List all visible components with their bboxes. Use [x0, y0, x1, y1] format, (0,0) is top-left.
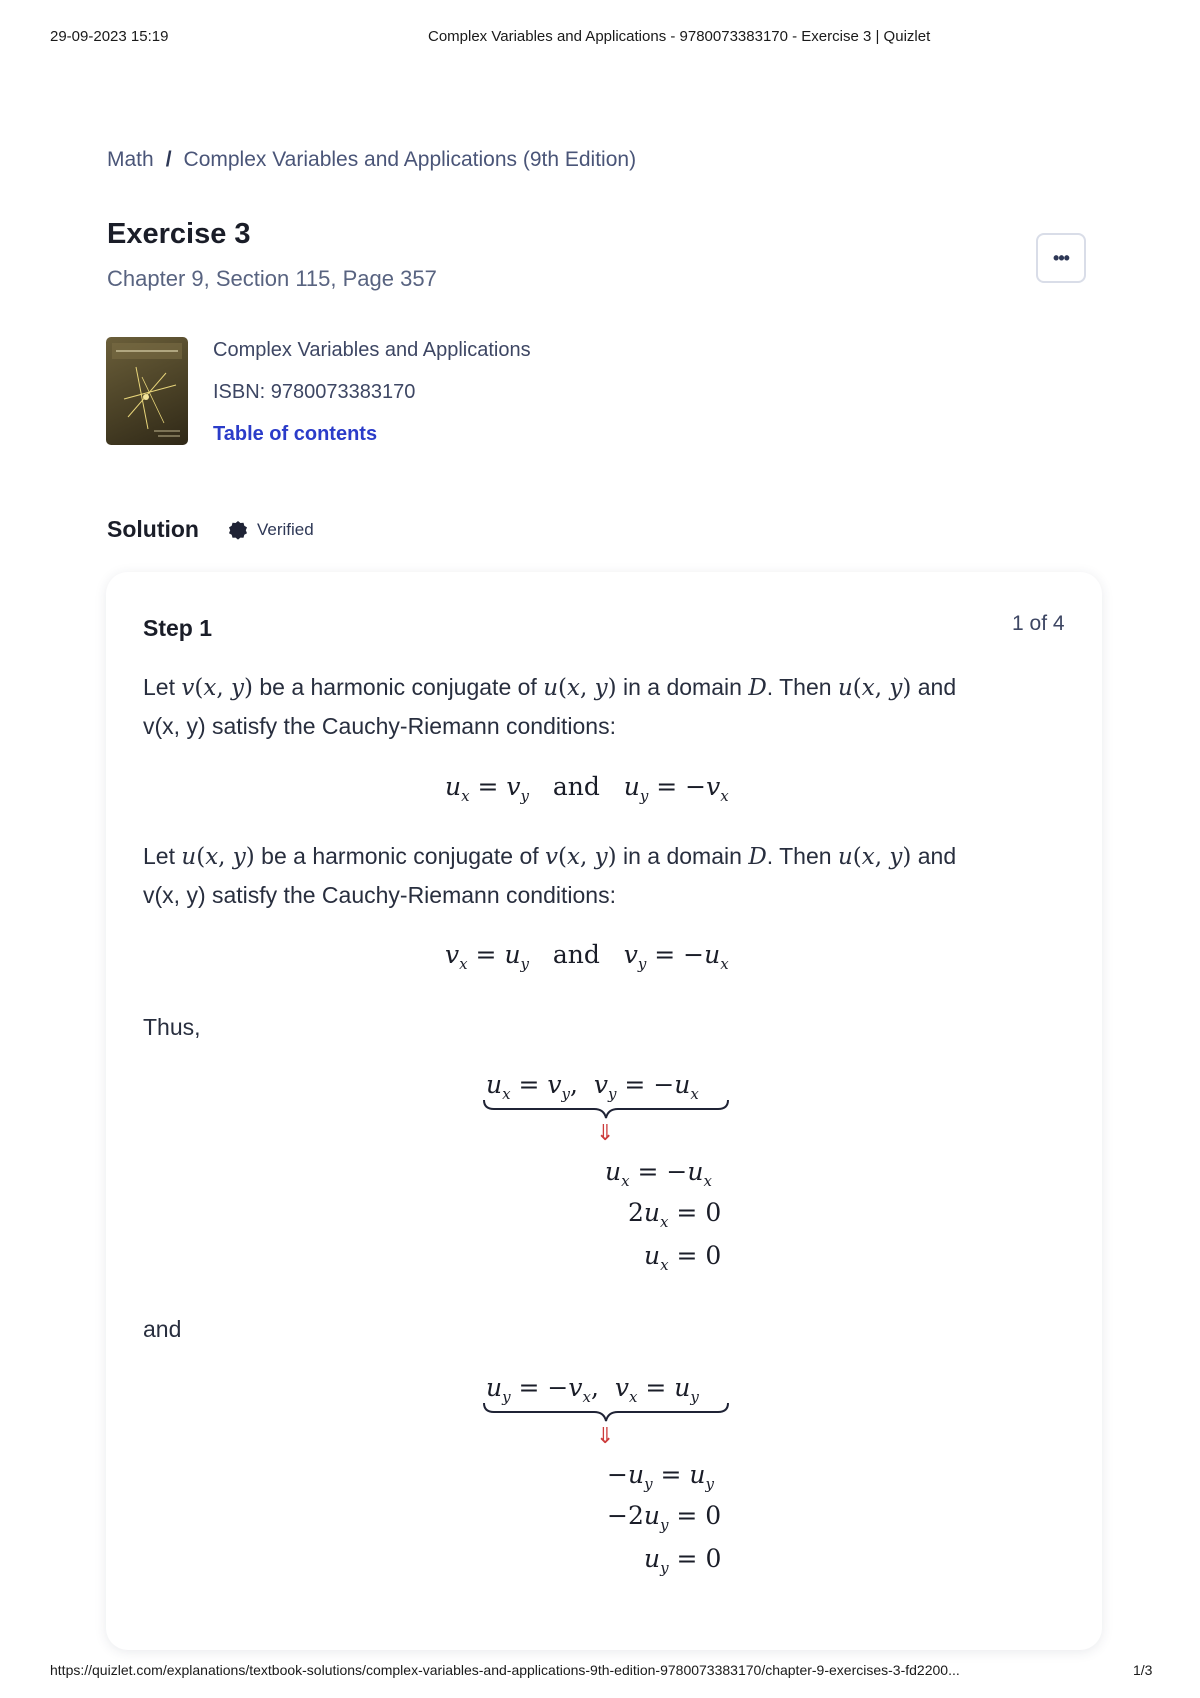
derivation-2-line-3: $u_y = 0$ — [644, 1544, 722, 1577]
equation-cauchy-riemann-1: $u_x = v_y$ and $u_y = -v_x$ — [445, 772, 729, 805]
solution-heading: Solution — [107, 516, 199, 542]
derivation-1-line-3: $u_x = 0$ — [644, 1241, 722, 1274]
paragraph-1: Let v(x, y) be a harmonic conjugate of u(x, y) in a domain D. Then u(x, y) and v(x, y) satisfy the Cauchy-Riemann conditions: — [143, 674, 957, 739]
more-options-button[interactable] — [1036, 233, 1086, 283]
thus-label: Thus, — [143, 1014, 201, 1040]
print-url: https://quizlet.com/explanations/textbook-solutions/complex-variables-and-applications-9th-edition-9780073383170/chapter-9-exercises-3-fd2200... — [50, 1662, 960, 1678]
derivation-2-top: $u_y = -v_x$, $v_x = u_y$ — [486, 1373, 699, 1406]
cover-art — [106, 337, 188, 445]
book-cover-image[interactable] — [106, 337, 188, 445]
verified-badge-icon — [228, 520, 248, 540]
book-title[interactable]: Complex Variables and Applications — [213, 339, 531, 361]
step-counter: 1 of 4 — [1012, 612, 1065, 635]
breadcrumb-math-link[interactable]: Math — [107, 148, 154, 171]
underbrace-1 — [482, 1098, 730, 1120]
print-page-title: Complex Variables and Applications - 9780073383170 - Exercise 3 | Quizlet — [428, 28, 931, 45]
breadcrumb-book-link[interactable]: Complex Variables and Applications (9th Edition) — [183, 148, 637, 171]
derivation-1-line-1: $u_x = -u_x$ — [605, 1157, 712, 1190]
verified-label: Verified — [257, 520, 314, 539]
and-label: and — [143, 1316, 182, 1342]
paragraph-2: Let u(x, y) be a harmonic conjugate of v(x, y) in a domain D. Then u(x, y) and v(x, y) satisfy the Cauchy-Riemann conditions: — [143, 843, 957, 908]
table-of-contents-link[interactable]: Table of contents — [213, 423, 378, 445]
breadcrumb — [107, 148, 636, 172]
step-label: Step 1 — [143, 615, 213, 641]
verified-badge — [228, 520, 314, 540]
print-page-number: 1/3 — [1133, 1662, 1153, 1678]
derivation-1-top: $u_x = v_y$, $v_y = -u_x$ — [486, 1070, 699, 1103]
more-horizontal-icon: ••• — [1053, 247, 1069, 268]
book-isbn: ISBN: 9780073383170 — [213, 381, 416, 403]
underbrace-2 — [482, 1401, 730, 1423]
implies-arrow-2: ⇓ — [596, 1423, 615, 1448]
derivation-1-line-2: $2u_x = 0$ — [628, 1198, 722, 1231]
derivation-2-line-2: $-2u_y = 0$ — [607, 1501, 722, 1534]
derivation-2-line-1: $-u_y = u_y$ — [607, 1460, 714, 1493]
equation-cauchy-riemann-2: $v_x = u_y$ and $v_y = -u_x$ — [445, 940, 729, 973]
implies-arrow-1: ⇓ — [596, 1120, 615, 1145]
breadcrumb-separator: / — [165, 148, 172, 171]
exercise-location: Chapter 9, Section 115, Page 357 — [107, 266, 437, 291]
print-timestamp: 29-09-2023 15:19 — [50, 28, 169, 45]
page-title: Exercise 3 — [107, 218, 251, 250]
